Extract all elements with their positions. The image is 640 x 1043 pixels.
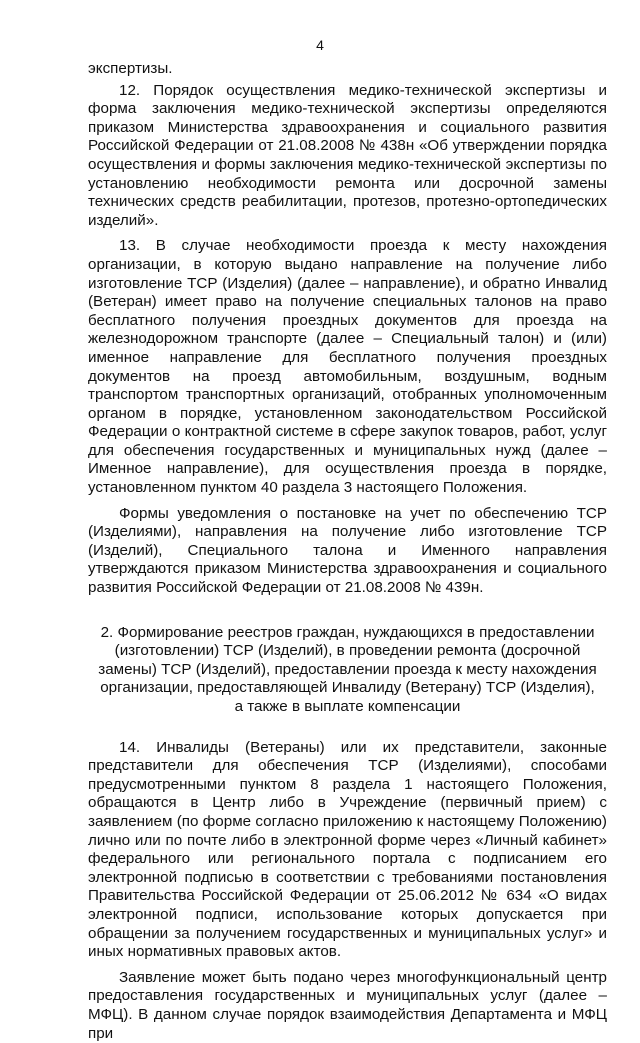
paragraph-continuation: экспертизы. [88,60,173,77]
document-body [88,60,607,1043]
paragraph-12: 12. Порядок осуществления медико-технической экспертизы и форма заключения медико-технической экспертизы определяются приказом Министерства здравоохранения и социального развития Российской Федерации от 21.08.2008 № 438н «Об утверждении порядка осуществления и формы заключения медико-технической экспертизы по установлению необходимости ремонта или досрочной замены технических средств реабилитации, протезов, протезно-ортопедических изделий». [88,81,607,229]
paragraph-14: 14. Инвалиды (Ветераны) или их представители, законные представители для обеспечения ТСР (Изделиями), способами предусмотренными пунктом 8 раздела 1 настоящего Положения, обращаются в Центр либо в Учреждение (первичный прием) с заявлением (по форме согласно приложению к настоящему Положению) лично или по почте либо в электронной форме через «Личный кабинет» федерального или регионального портала с подписанием его электронной подписью в соответствии с требованиями постановления Правительства Российской Федерации от 25.06.2012 № 634 «О видах электронной подписи, использование которых допускается при обращении за получением государственных и муниципальных услуг» и иных нормативных правовых актов. [88,738,607,961]
section-2-heading: 2. Формирование реестров граждан, нуждающихся в предоставлении (изготовлении) ТСР (Изделий), в проведении ремонта (досрочной замены) ТСР (Изделий), предоставлении проезда к месту нахождения организации, предоставляющей Инвалиду (Ветерану) ТСР (Изделия), а также в выплате компенсации [98,623,597,715]
paragraph-14-mfc: Заявление может быть подано через многофункциональный центр предоставления государственных и муниципальных услуг (далее – МФЦ). В данном случае порядок взаимодействия Департамента и МФЦ при [88,968,607,1042]
page-number: 4 [316,37,324,53]
paragraph-13: 13. В случае необходимости проезда к месту нахождения организации, в которую выдано направление на получение либо изготовление ТСР (Изделия) (далее – направление), и обратно Инвалид (Ветеран) имеет право на получение специальных талонов на право бесплатного получения проездных документов для проезда на железнодорожном транспорте (далее – Специальный талон) и (или) именное направление для бесплатного получения проездных документов на проезд автомобильным, воздушным, водным транспортом транспортных организаций, отобранных уполномоченным органом в порядке, установленном законодательством Российской Федерации о контрактной системе в сфере закупок товаров, работ, услуг для обеспечения государственных и муниципальных нужд (далее – Именное направление), для осуществления проезда в порядке, установленном пунктом 40 раздела 3 настоящего Положения. [88,237,607,497]
paragraph-13-forms: Формы уведомления о постановке на учет по обеспечению ТСР (Изделиями), направления на получение либо изготовление ТСР (Изделий), Специального талона и Именного направления утверждаются приказом Министерства здравоохранения и социального развития Российской Федерации от 21.08.2008 № 439н. [88,504,607,597]
